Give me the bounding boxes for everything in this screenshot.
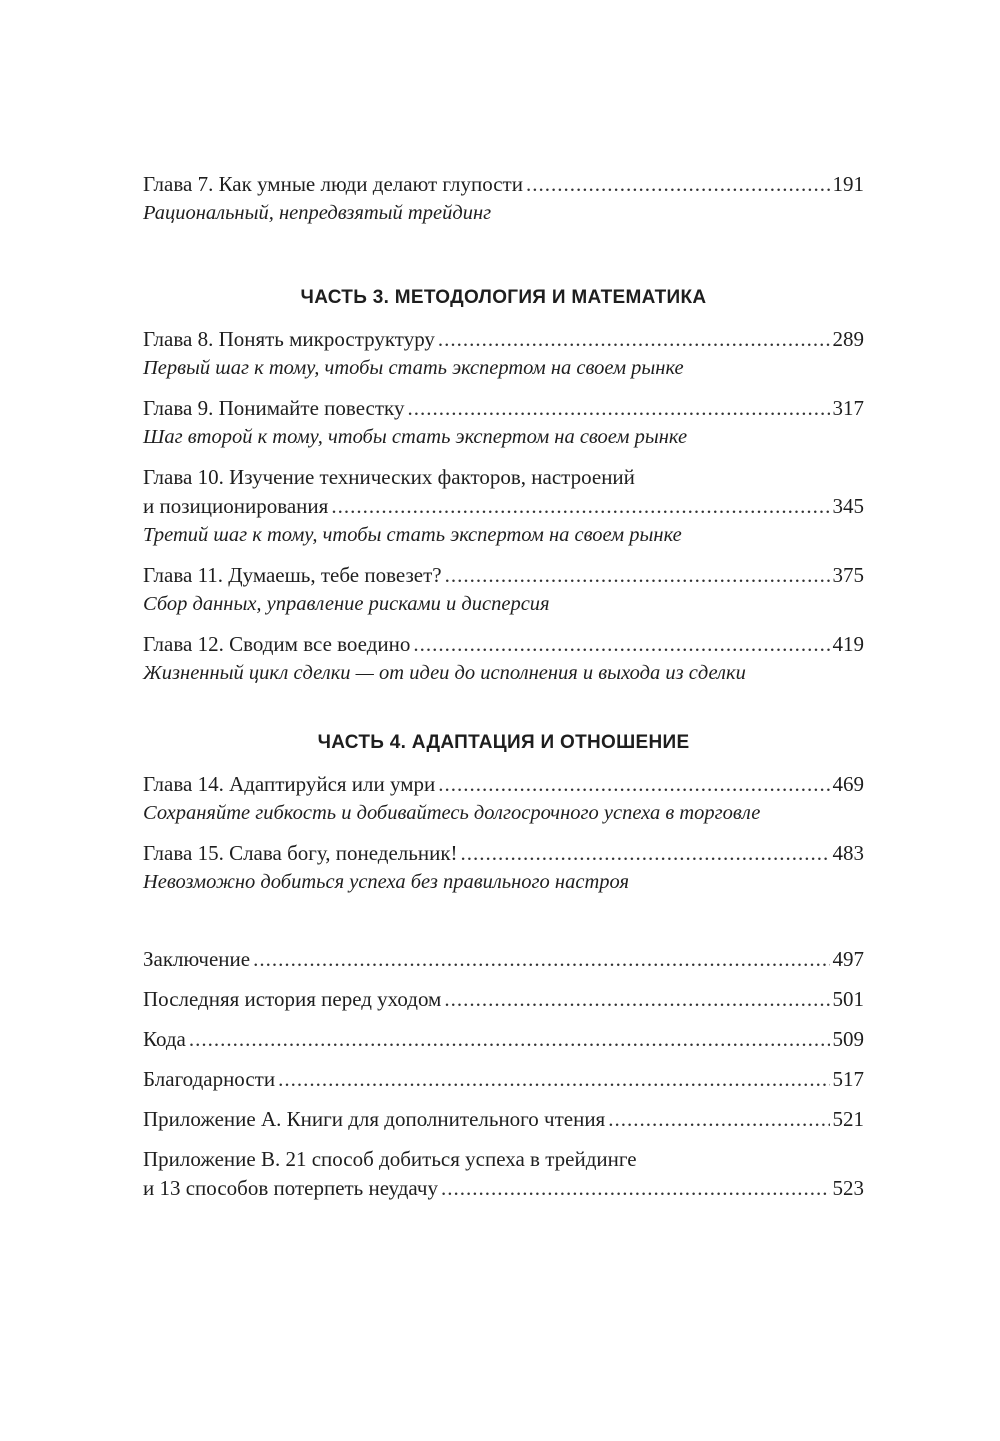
toc-entry-conclusion: [143, 945, 864, 974]
toc-entry-line: [143, 325, 864, 354]
chapter-title-line-1: Глава 10. Изучение технических факторов, настроений: [143, 465, 635, 489]
toc-entry-chapter-12: [143, 630, 864, 688]
chapter-title: Глава 7. Как умные люди делают глупости: [143, 172, 523, 196]
chapter-subtitle: Жизненный цикл сделки — от идеи до исполнения и выхода из сделки: [143, 662, 746, 684]
chapter-title: Глава 15. Слава богу, понедельник!: [143, 841, 458, 865]
page-number: 191: [832, 172, 864, 196]
toc-entry-line: [143, 945, 864, 974]
dot-leader: [608, 1105, 829, 1134]
page-number: 497: [832, 947, 864, 971]
dot-leader: [278, 1065, 829, 1094]
page-number: 483: [832, 841, 864, 865]
chapter-subtitle: Первый шаг к тому, чтобы стать экспертом на своем рынке: [143, 357, 684, 379]
toc-entry-line: [143, 492, 864, 521]
chapter-title: Глава 8. Понять микроструктуру: [143, 327, 435, 351]
toc-entry-line: [143, 630, 864, 659]
toc-entry-last-story: [143, 985, 864, 1014]
toc-entry-line: [143, 170, 864, 199]
page-number: 509: [832, 1027, 864, 1051]
toc-entry-chapter-15: [143, 839, 864, 897]
section-title: Последняя история перед уходом: [143, 987, 442, 1011]
dot-leader: [438, 770, 829, 799]
toc-entry-appendix-a: [143, 1105, 864, 1134]
toc-entry-appendix-b: [143, 1145, 864, 1203]
dot-leader: [445, 561, 830, 590]
toc-entry-chapter-14: [143, 770, 864, 828]
toc-entry-line: [143, 1174, 864, 1203]
toc-entry-chapter-11: [143, 561, 864, 619]
toc-entry-line: [143, 561, 864, 590]
section-title: Заключение: [143, 947, 251, 971]
page-number: 469: [832, 772, 864, 796]
toc-entry-chapter-9: [143, 394, 864, 452]
toc-entry-line: [143, 1065, 864, 1094]
section-title: Благодарности: [143, 1067, 276, 1091]
page-number: 501: [832, 987, 864, 1011]
dot-leader: [526, 170, 830, 199]
toc-entry-line: [143, 394, 864, 423]
page-number: 523: [832, 1176, 864, 1200]
chapter-subtitle: Рациональный, непредвзятый трейдинг: [143, 202, 492, 224]
chapter-title-line-2: и позиционирования: [143, 494, 329, 518]
toc-entry-chapter-8: [143, 325, 864, 383]
dot-leader: [461, 839, 830, 868]
section-title-line-1: Приложение В. 21 способ добиться успеха в трейдинге: [143, 1147, 637, 1171]
chapter-subtitle: Сохраняйте гибкость и добивайтесь долгосрочного успеха в торговле: [143, 802, 761, 824]
page-number: 517: [832, 1067, 864, 1091]
section-title-line-2: и 13 способов потерпеть неудачу: [143, 1176, 438, 1200]
section-title: Кода: [143, 1027, 186, 1051]
dot-leader: [438, 325, 830, 354]
toc-entry-acknowledgements: [143, 1065, 864, 1094]
toc-entry-chapter-7: [143, 170, 864, 228]
chapter-title: Глава 11. Думаешь, тебе повезет?: [143, 563, 442, 587]
dot-leader: [253, 945, 829, 974]
dot-leader: [441, 1174, 830, 1203]
dot-leader: [407, 394, 829, 423]
toc-entry-line: [143, 1025, 864, 1054]
chapter-subtitle: Невозможно добиться успеха без правильного настроя: [143, 871, 630, 893]
toc-entry-chapter-10: [143, 463, 864, 550]
chapter-subtitle: Сбор данных, управление рисками и дисперсия: [143, 593, 550, 615]
table-of-contents: [143, 170, 864, 1203]
page-number: 375: [832, 563, 864, 587]
dot-leader: [413, 630, 829, 659]
toc-entry-coda: [143, 1025, 864, 1054]
chapter-title: Глава 14. Адаптируйся или умри: [143, 772, 436, 796]
toc-entry-line: [143, 839, 864, 868]
dot-leader: [189, 1025, 830, 1054]
part-heading: ЧАСТЬ 3. МЕТОДОЛОГИЯ И МАТЕМАТИКА: [300, 287, 707, 308]
section-title: Приложение А. Книги для дополнительного чтения: [143, 1107, 606, 1131]
chapter-subtitle: Третий шаг к тому, чтобы стать экспертом на своем рынке: [143, 524, 682, 546]
page-number: 289: [832, 327, 864, 351]
toc-entry-line: [143, 985, 864, 1014]
part-heading: ЧАСТЬ 4. АДАПТАЦИЯ И ОТНОШЕНИЕ: [317, 732, 690, 753]
dot-leader: [331, 492, 829, 521]
chapter-subtitle: Шаг второй к тому, чтобы стать экспертом на своем рынке: [143, 426, 688, 448]
toc-entry-line: [143, 770, 864, 799]
page-number: 345: [832, 494, 864, 518]
chapter-title: Глава 12. Сводим все воедино: [143, 632, 411, 656]
page-number: 419: [832, 632, 864, 656]
page-number: 317: [832, 396, 864, 420]
chapter-title: Глава 9. Понимайте повестку: [143, 396, 405, 420]
dot-leader: [444, 985, 829, 1014]
page-number: 521: [832, 1107, 864, 1131]
toc-entry-line: [143, 1105, 864, 1134]
